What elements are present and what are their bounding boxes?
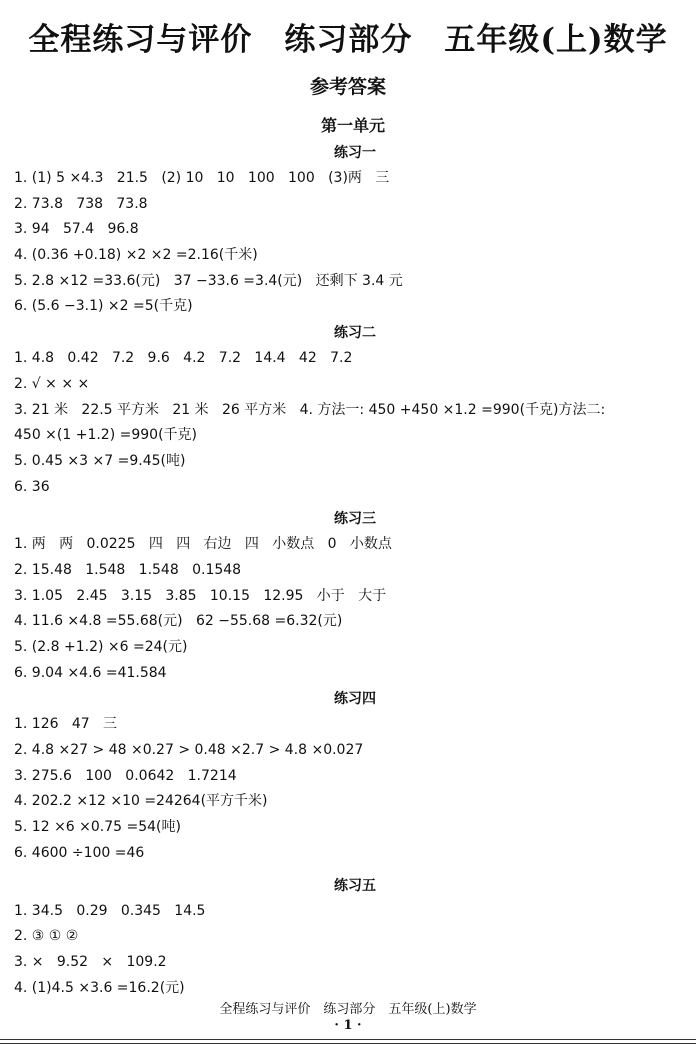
answer-line: 6. 9.04 ×4.6 =41.584 — [14, 664, 167, 681]
exercise-section-3 — [14, 506, 684, 686]
answer-line: 450 ×(1 +1.2) =990(千克) — [14, 427, 198, 444]
exercise-section-1 — [14, 140, 684, 320]
exercise-section-2 — [14, 320, 684, 500]
answer-line: 4. (1)4.5 ×3.6 =16.2(元) — [14, 979, 185, 996]
answer-line: 6. 4600 ÷100 =46 — [14, 844, 145, 861]
answer-line: 5. 0.45 ×3 ×7 =9.45(吨) — [14, 452, 186, 469]
answer-line: 2. √ × × × — [14, 375, 90, 392]
section-title: 练习五 — [334, 877, 376, 894]
answer-line: 4. (0.36 +0.18) ×2 ×2 =2.16(千米) — [14, 247, 258, 264]
answer-line: 3. 94 57.4 96.8 — [14, 221, 139, 238]
answer-line: 3. 1.05 2.45 3.15 3.85 10.15 12.95 小于 大于 — [14, 587, 387, 604]
answer-line: 2. 73.8 738 73.8 — [14, 195, 148, 212]
answer-line: 5. 2.8 ×12 =33.6(元) 37 −33.6 =3.4(元) 还剩下 3.4 元 — [14, 272, 403, 289]
answer-line: 1. 两 两 0.0225 四 四 右边 四 小数点 0 小数点 — [14, 536, 392, 553]
answer-line: 1. 4.8 0.42 7.2 9.6 4.2 7.2 14.4 42 7.2 — [14, 350, 353, 367]
answer-line: 1. 126 47 三 — [14, 716, 118, 733]
answer-line: 4. 11.6 ×4.8 =55.68(元) 62 −55.68 =6.32(元) — [14, 613, 343, 630]
answer-line: 2. 15.48 1.548 1.548 0.1548 — [14, 561, 242, 578]
answer-line: 3. 21 米 22.5 平方米 21 米 26 平方米 4. 方法一: 450 +450 ×1.2 =990(千克)方法二: — [14, 401, 606, 418]
page-title: 全程练习与评价 练习部分 五年级(上)数学 — [28, 22, 668, 58]
section-title: 练习四 — [334, 691, 376, 708]
answer-line: 4. 202.2 ×12 ×10 =24264(平方千米) — [14, 793, 268, 810]
answer-line: 6. (5.6 −3.1) ×2 =5(千克) — [14, 298, 193, 315]
answer-content — [14, 112, 684, 1001]
exercise-section-5 — [14, 873, 684, 1002]
answer-line: 1. (1) 5 ×4.3 21.5 (2) 10 10 100 100 (3)两 三 — [14, 170, 390, 186]
answer-line: 2. 4.8 ×27 > 48 ×0.27 > 0.48 ×2.7 > 4.8 ×0.027 — [14, 742, 364, 759]
answer-line: 2. ③ ① ② — [14, 928, 79, 945]
unit-title: 第一单元 — [320, 116, 385, 135]
answer-line: 3. × 9.52 × 109.2 — [14, 953, 167, 970]
exercise-section-4 — [14, 686, 684, 866]
answer-key-heading: 参考答案 — [309, 76, 386, 98]
answer-line: 3. 275.6 100 0.0642 1.7214 — [14, 767, 237, 784]
bottom-rule — [0, 1039, 696, 1044]
page-number: · 1 · — [334, 1018, 362, 1033]
section-title: 练习三 — [334, 511, 376, 528]
answer-line: 5. 12 ×6 ×0.75 =54(吨) — [14, 819, 181, 836]
section-title: 练习二 — [334, 325, 376, 342]
section-title: 练习一 — [334, 145, 376, 161]
answer-line: 5. (2.8 +1.2) ×6 =24(元) — [14, 639, 188, 655]
answer-line: 6. 36 — [14, 478, 50, 495]
page-footer: 全程练习与评价 练习部分 五年级(上)数学 — [219, 1002, 477, 1017]
answer-line: 1. 34.5 0.29 0.345 14.5 — [14, 902, 206, 919]
